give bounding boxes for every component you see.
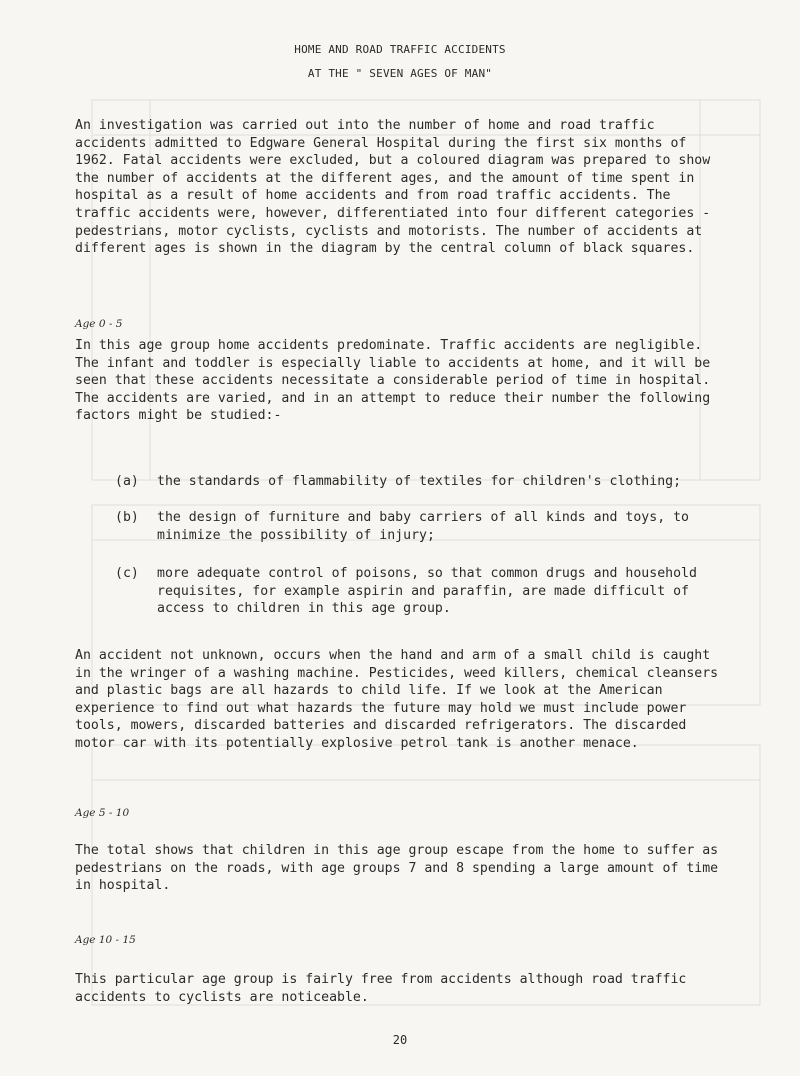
document-title: HOME AND ROAD TRAFFIC ACCIDENTS [294,43,506,56]
age-5-10-paragraph: The total shows that children in this age group escape from the home to suffer as pedestrians on the roads, with age groups 7 and 8 spending a large amount of time in hospital. [75,843,719,894]
age-10-15-paragraph: This particular age group is fairly free from accidents although road traffic accidents to cyclists are noticeable. [75,972,687,1005]
age-0-5-paragraph: In this age group home accidents predominate. Traffic accidents are negligible. The infant and toddler is especially liable to accidents at home, and it will be seen that these accidents necessitate a considerable period of time in hospital. The accidents are varied, and in an attempt to reduce their number the following factors might be studied:- [75,338,711,424]
list-item-text: more adequate control of poisons, so that common drugs and household requisites, for example aspirin and paraffin, are made difficult of access to children in this age group. [157,566,697,617]
section-heading-age-5-10: Age 5 - 10 [75,807,130,819]
list-item-text: the standards of flammability of textiles for children's clothing; [157,474,682,489]
section-heading-age-0-5: Age 0 - 5 [75,318,123,330]
document-subtitle: AT THE " SEVEN AGES OF MAN" [307,67,493,80]
list-item-label: (b) [115,510,139,525]
list-item-text: the design of furniture and baby carriers of all kinds and toys, to minimize the possibility of injury; [157,510,689,543]
list-item-label: (c) [115,566,139,581]
page-number: 20 [392,1033,408,1047]
list-item-label: (a) [115,474,139,489]
section-heading-age-10-15: Age 10 - 15 [75,934,136,946]
hazards-paragraph: An accident not unknown, occurs when the hand and arm of a small child is caught in the wringer of a washing machine. Pesticides, weed killers, chemical cleansers and plastic bags are all hazards to child life. If we look at the American experience to find out what hazards the future may hold we must include power tools, mowers, discarded batteries and discarded refrigerators. The discarded motor car with its potentially explosive petrol tank is another menace. [75,648,719,751]
intro-paragraph: An investigation was carried out into the number of home and road traffic accidents admitted to Edgware General Hospital during the first six months of 1962. Fatal accidents were excluded, but a coloured diagram was prepared to show the number of accidents at the different ages, and the amount of time spent in hospital as a result of home accidents and from road traffic accidents. The traffic accidents were, however, differentiated into four different categories - pedestrians, motor cyclists, cyclists and motorists. The number of accidents at different ages is shown in the diagram by the central column of black squares. [75,118,711,257]
